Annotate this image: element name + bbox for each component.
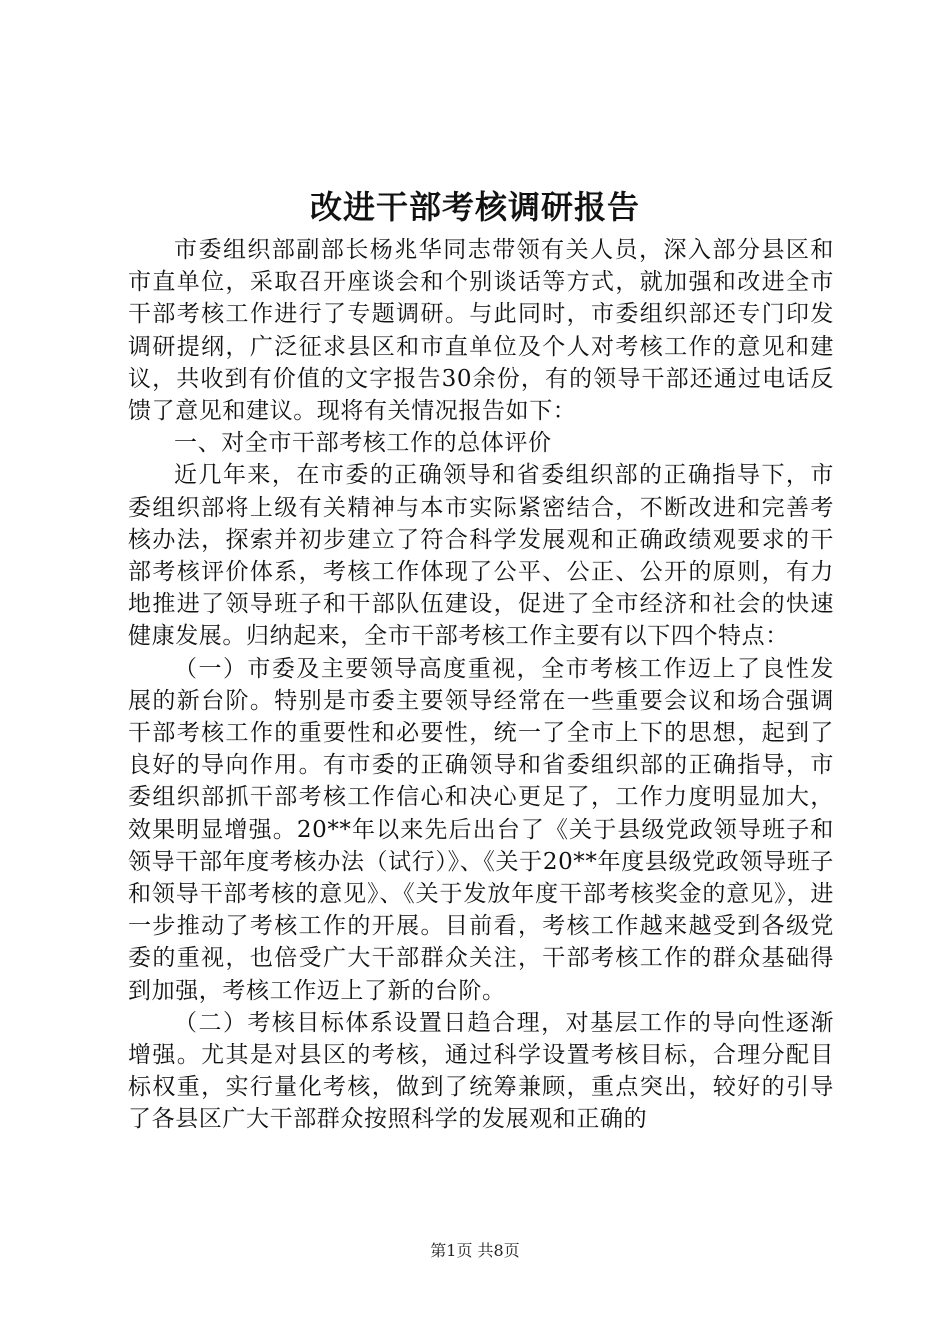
- feature-paragraph-2: （二）考核目标体系设置日趋合理，对基层工作的导向性逐渐增强。尤其是对县区的考核，通过科学设置考核目标，合理分配目标权重，实行量化考核，做到了统筹兼顾，重点突出，较好的引导了各县区广大干部群众按照科学的发展观和正确的: [128, 1009, 834, 1133]
- section-heading-1: 一、对全市干部考核工作的总体评价: [174, 430, 552, 457]
- page-number-footer: 第1页 共8页: [430, 1241, 520, 1260]
- document-body: [128, 234, 834, 1136]
- intro-paragraph: 市委组织部副部长杨兆华同志带领有关人员，深入部分县区和市直单位，采取召开座谈会和个别谈话等方式，就加强和改进全市干部考核工作进行了专题调研。与此同时，市委组织部还专门印发调研提纲，广泛征求县区和市直单位及个人对考核工作的意见和建议，共收到有价值的文字报告30余份，有的领导干部还通过电话反馈了意见和建议。现将有关情况报告如下：: [128, 237, 834, 425]
- feature-paragraph-1: （一）市委及主要领导高度重视，全市考核工作迈上了良性发展的新台阶。特别是市委主要领导经常在一些重要会议和场合强调干部考核工作的重要性和必要性，统一了全市上下的思想，起到了良好的导向作用。有市委的正确领导和省委组织部的正确指导，市委组织部抓干部考核工作信心和决心更足了，工作力度明显加大，效果明显增强。20**年以来先后出台了《关于县级党政领导班子和领导干部年度考核办法（试行）》、《关于20**年度县级党政领导班子和领导干部考核的意见》、《关于发放年度干部考核奖金的意见》，进一步推动了考核工作的开展。目前看，考核工作越来越受到各级党委的重视，也倍受广大干部群众关注，干部考核工作的群众基础得到加强，考核工作迈上了新的台阶。: [128, 655, 834, 1004]
- document-title: 改进干部考核调研报告: [309, 188, 640, 226]
- evaluation-paragraph: 近几年来，在市委的正确领导和省委组织部的正确指导下，市委组织部将上级有关精神与本市实际紧密结合，不断改进和完善考核办法，探索并初步建立了符合科学发展观和正确政绩观要求的干部考核评价体系，考核工作体现了公平、公正、公开的原则，有力地推进了领导班子和干部队伍建设，促进了全市经济和社会的快速健康发展。归纳起来，全市干部考核工作主要有以下四个特点：: [128, 462, 834, 650]
